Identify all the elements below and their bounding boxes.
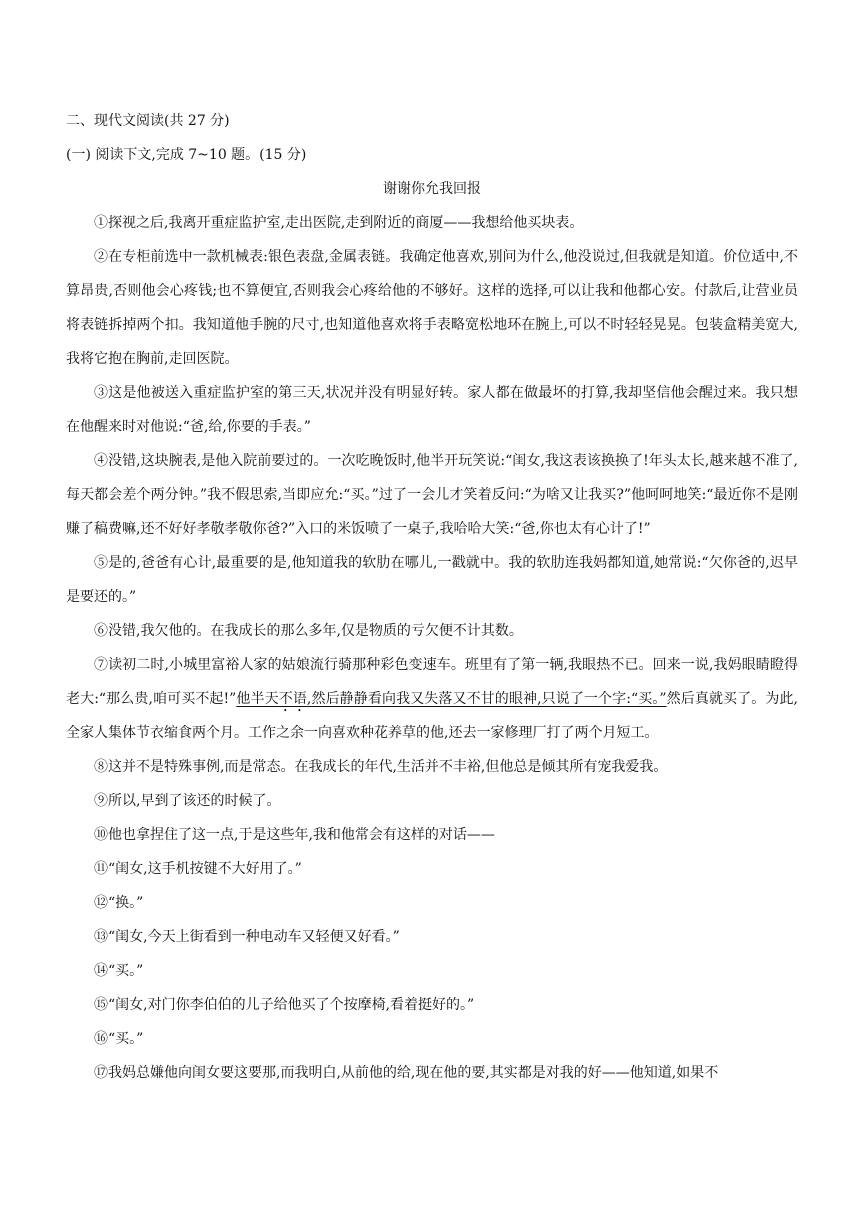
underlined-sentence — [236, 691, 666, 707]
paragraph-6: ⑥没错,我欠他的。在我成长的那么多年,仅是物质的亏欠便不计其数。 — [94, 623, 523, 639]
emphasized-word: 不语 — [278, 691, 307, 707]
paragraph-10: ⑩他也拿捏住了这一点,于是这些年,我和他常会有这样的对话—— — [94, 827, 495, 843]
paragraph-7 — [66, 648, 798, 750]
paragraph-11: ⑪“闺女,这手机按键不大好用了。” — [94, 861, 302, 877]
underlined-text-a: 他半天 — [236, 691, 279, 707]
question-instruction: (一) 阅读下文,完成 7~10 题。(15 分) — [66, 147, 307, 163]
underlined-text-b: ,然后静静看向我又失落又不甘的眼神,只说了一个字:“买。” — [306, 691, 667, 707]
paragraph-4: ④没错,这块腕表,是他入院前要过的。一次吃晚饭时,他半开玩笑说:“闺女,我这表该换换了!年头太长,越来越不准了,每天都会差个两分钟。”我不假思索,当即应允:“买。”过了一会儿才笑着反问:“为啥又让我买?”他呵呵地笑:“最近你不是刚赚了稿费嘛,还不好好孝敬孝敬你爸?”入口的米饭喷了一桌子,我哈哈大笑:“爸,你也太有心计了!” — [66, 453, 798, 537]
paragraph-15: ⑮“闺女,对门你李伯伯的儿子给他买了个按摩椅,看着挺好的。” — [94, 997, 475, 1013]
paragraph-7-text: ⑦读初二时,小城里富裕人家的姑娘流行骑那种彩色变速车。班里有了第一辆,我眼热不已。回来一说,我妈眼睛瞪得老大:“那么贵,咱可买不起!” — [66, 657, 798, 707]
paragraph-2: ②在专柜前选中一款机械表:银色表盘,金属表链。我确定他喜欢,别问为什么,他没说过,但我就是知道。价位适中,不算昂贵,否则他会心疼钱;也不算便宜,否则我会心疼给他的不够好。这样的选择,可以让我和他都心安。付款后,让营业员将表链拆掉两个扣。我知道他手腕的尺寸,也知道他喜欢将手表略宽松地环在腕上,可以不时轻轻晃晃。包装盒精美宽大,我将它抱在胸前,走回医院。 — [66, 249, 798, 367]
paragraph-1: ①探视之后,我离开重症监护室,走出医院,走到附近的商厦——我想给他买块表。 — [94, 215, 584, 231]
paragraph-3: ③这是他被送入重症监护室的第三天,状况并没有明显好转。家人都在做最坏的打算,我却坚信他会醒过来。我只想在他醒来时对他说:“爸,给,你要的手表。” — [66, 385, 798, 435]
paragraph-9: ⑨所以,早到了该还的时候了。 — [94, 793, 281, 809]
paragraph-5: ⑤是的,爸爸有心计,最重要的是,他知道我的软肋在哪儿,一戳就中。我的软肋连我妈都知道,她常说:“欠你爸的,迟早是要还的。” — [66, 555, 798, 605]
paragraph-12: ⑫“换。” — [94, 895, 144, 911]
article-title: 谢谢你允我回报 — [383, 181, 481, 197]
paragraph-16: ⑯“买。” — [94, 1031, 144, 1047]
reading-section — [66, 104, 798, 1090]
section-heading: 二、现代文阅读(共 27 分) — [66, 113, 230, 129]
paragraph-7-rest: 然后真就买了。为此,全家人集体节衣缩食两个月。工作之余一向喜欢种花养草的他,还去一家修理厂打了两个月短工。 — [66, 691, 799, 741]
paragraph-13: ⑬“闺女,今天上街看到一种电动车又轻便又好看。” — [94, 929, 400, 945]
paragraph-17: ⑰我妈总嫌他向闺女要这要那,而我明白,从前他的给,现在他的要,其实都是对我的好——他知道,如果不 — [94, 1065, 719, 1081]
paragraph-14: ⑭“买。” — [94, 963, 144, 979]
paragraph-8: ⑧这并不是特殊事例,而是常态。在我成长的年代,生活并不丰裕,但他总是倾其所有宠我爱我。 — [94, 759, 668, 775]
